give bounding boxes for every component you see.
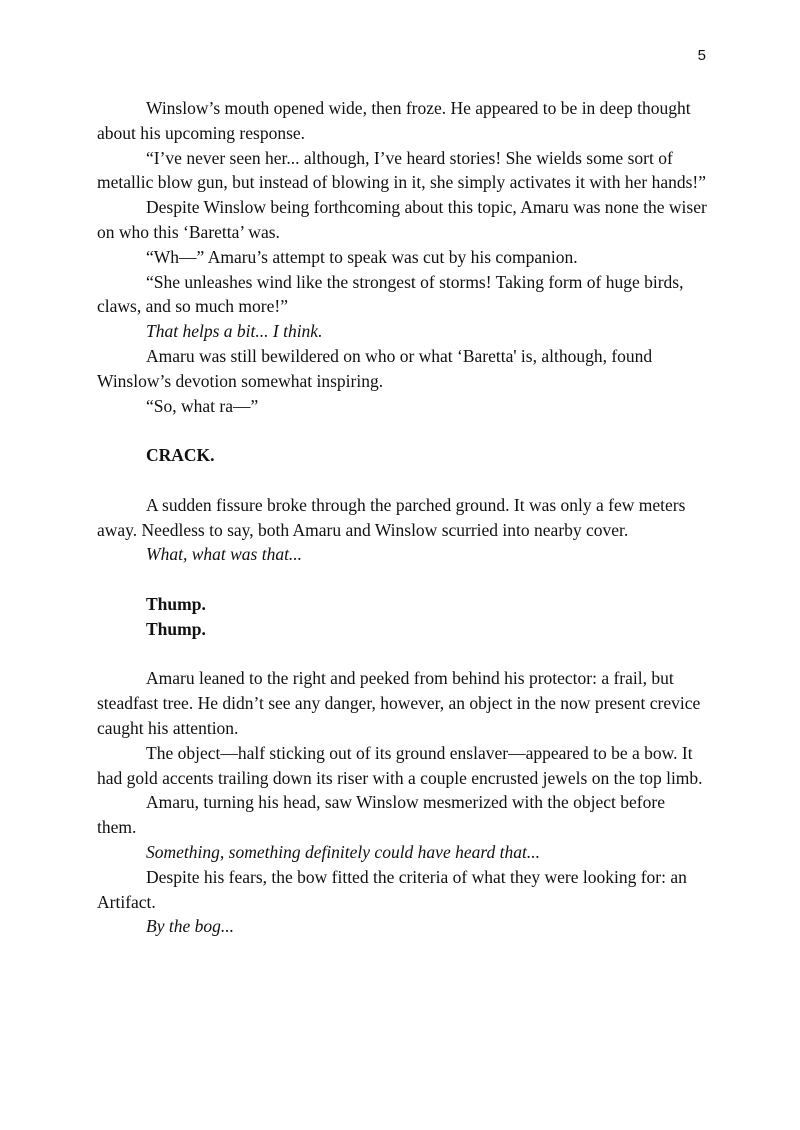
paragraph: Despite his fears, the bow fitted the criteria of what they were looking for: an Artifact. xyxy=(97,866,687,912)
blank-line xyxy=(97,642,707,667)
story-text xyxy=(97,96,707,939)
blank-line xyxy=(97,418,707,443)
thought-paragraph: What, what was that... xyxy=(146,544,303,565)
paragraph: A sudden fissure broke through the parched ground. It was only a few meters away. Needless to say, both Amaru and Winslow scurried into nearby cover. xyxy=(97,494,686,540)
sound-effect: Thump. xyxy=(146,593,206,614)
thought-paragraph: That helps a bit... I think. xyxy=(146,321,323,342)
blank-line xyxy=(97,567,707,592)
paragraph: The object—half sticking out of its ground enslaver—appeared to be a bow. It had gold accents trailing down its riser with a couple encrusted jewels on the top limb. xyxy=(97,742,703,788)
page-number: 5 xyxy=(697,47,706,64)
paragraph: Amaru leaned to the right and peeked from behind his protector: a frail, but steadfast tree. He didn’t see any danger, however, an object in the now present crevice caught his attention. xyxy=(97,668,701,738)
sound-effect: Thump. xyxy=(146,618,206,639)
paragraph: Despite Winslow being forthcoming about this topic, Amaru was none the wiser on who this ‘Baretta’ was. xyxy=(97,197,707,242)
sound-effect: CRACK. xyxy=(146,445,215,466)
thought-paragraph: Something, something definitely could have heard that... xyxy=(146,841,540,862)
paragraph: Amaru, turning his head, saw Winslow mesmerized with the object before them. xyxy=(97,792,665,838)
paragraph: “She unleashes wind like the strongest of storms! Taking form of huge birds, claws, and so much more!” xyxy=(97,271,684,317)
thought-paragraph: By the bog... xyxy=(146,916,234,937)
paragraph: Winslow’s mouth opened wide, then froze. He appeared to be in deep thought about his upcoming response. xyxy=(97,98,691,143)
blank-line xyxy=(97,468,707,493)
paragraph: “I’ve never seen her... although, I’ve heard stories! She wields some sort of metallic blow gun, but instead of blowing in it, she simply activates it with her hands!” xyxy=(97,147,706,193)
paragraph: “So, what ra—” xyxy=(146,395,259,416)
paragraph: Amaru was still bewildered on who or what ‘Baretta' is, although, found Winslow’s devotion somewhat inspiring. xyxy=(97,345,653,391)
paragraph: “Wh—” Amaru’s attempt to speak was cut by his companion. xyxy=(146,246,578,267)
